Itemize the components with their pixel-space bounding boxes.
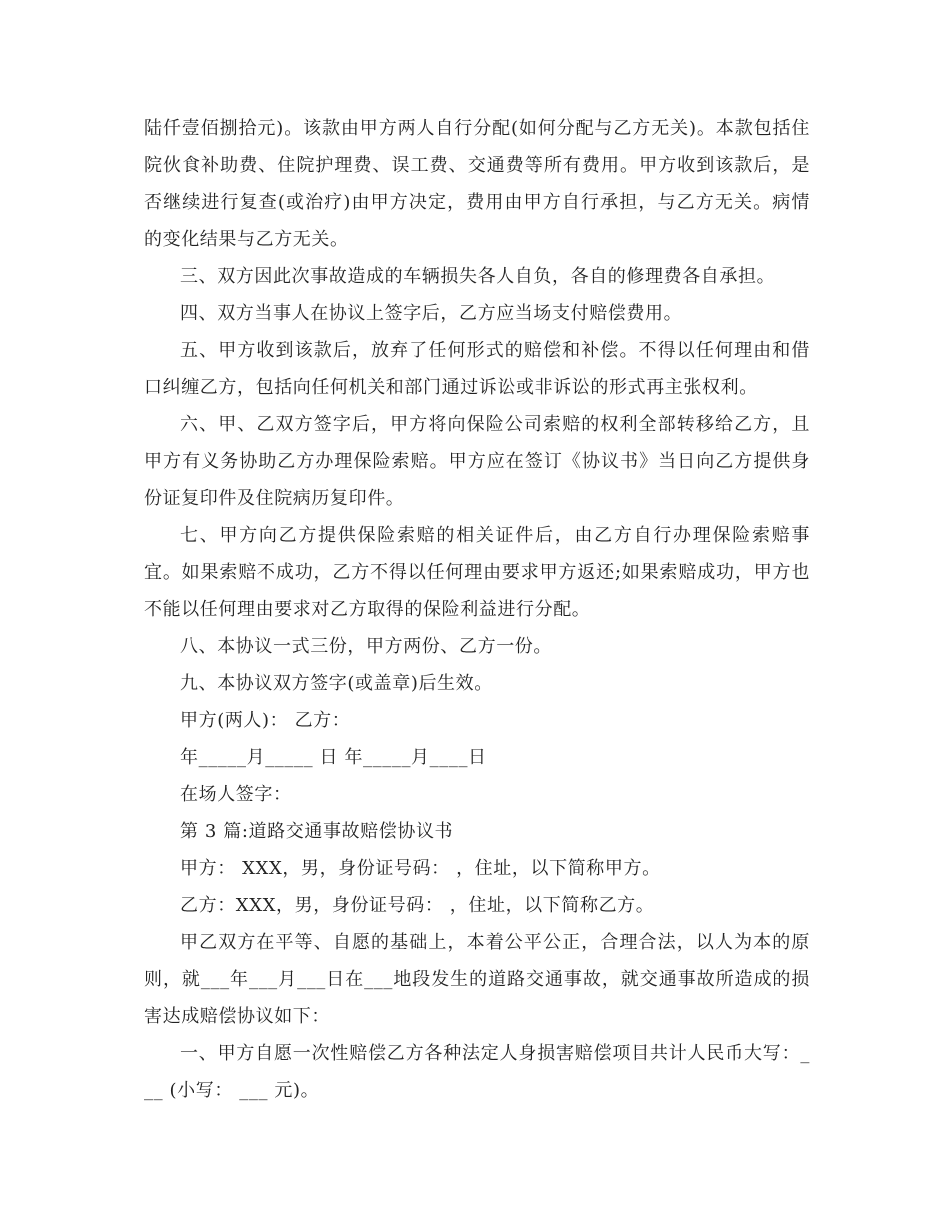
agreement-preamble: 甲乙双方在平等、自愿的基础上，本着公平公正，合理合法，以人为本的原则，就___年___月___日在___地段发生的道路交通事故，就交通事故所造成的损害达成赔偿协议如下： bbox=[144, 932, 810, 1027]
signature-dates-line: 年_____月_____ 日 年_____月____日 bbox=[180, 747, 487, 768]
document-body bbox=[144, 110, 810, 1109]
paragraph-clause-6: 六、甲、乙双方签字后，甲方将向保险公司索赔的权利全部转移给乙方，且甲方有义务协助乙方办理保险索赔。甲方应在签订《协议书》当日向乙方提供身份证复印件及住院病历复印件。 bbox=[144, 414, 810, 509]
paragraph-clause-4: 四、双方当事人在协议上签字后，乙方应当场支付赔偿费用。 bbox=[180, 303, 683, 324]
paragraph-clause-3: 三、双方因此次事故造成的车辆损失各人自负，各自的修理费各自承担。 bbox=[180, 266, 776, 287]
signature-parties-line: 甲方(两人)： 乙方： bbox=[180, 710, 351, 731]
paragraph-clause-7: 七、甲方向乙方提供保险索赔的相关证件后，由乙方自行办理保险索赔事宜。如果索赔不成功，乙方不得以任何理由要求甲方返还;如果索赔成功，甲方也不能以任何理由要求对乙方取得的保险利益进行分配。 bbox=[144, 525, 810, 620]
witness-signature-line: 在场人签字： bbox=[180, 784, 292, 805]
paragraph-clause-9: 九、本协议双方签字(或盖章)后生效。 bbox=[180, 673, 493, 694]
paragraph-continued-clause: 陆仟壹佰捌拾元)。该款由甲方两人自行分配(如何分配与乙方无关)。本款包括住院伙食补助费、住院护理费、误工费、交通费等所有费用。甲方收到该款后，是否继续进行复查(或治疗)由甲方决定，费用由甲方自行承担，与乙方无关。病情的变化结果与乙方无关。 bbox=[144, 118, 810, 250]
paragraph-clause-5: 五、甲方收到该款后，放弃了任何形式的赔偿和补偿。不得以任何理由和借口纠缠乙方，包括向任何机关和部门通过诉讼或非诉讼的形式再主张权利。 bbox=[144, 340, 810, 398]
paragraph-clause-8: 八、本协议一式三份，甲方两份、乙方一份。 bbox=[180, 636, 552, 657]
party-a-info: 甲方： XXX，男，身份证号码： ，住址，以下简称甲方。 bbox=[180, 858, 661, 879]
section-title: 第 3 篇:道路交通事故赔偿协议书 bbox=[180, 821, 454, 842]
party-b-info: 乙方：XXX，男，身份证号码： ，住址，以下简称乙方。 bbox=[180, 895, 655, 916]
paragraph-new-clause-1: 一、甲方自愿一次性赔偿乙方各种法定人身损害赔偿项目共计人民币大写：___ (小写： ___ 元)。 bbox=[144, 1043, 810, 1101]
